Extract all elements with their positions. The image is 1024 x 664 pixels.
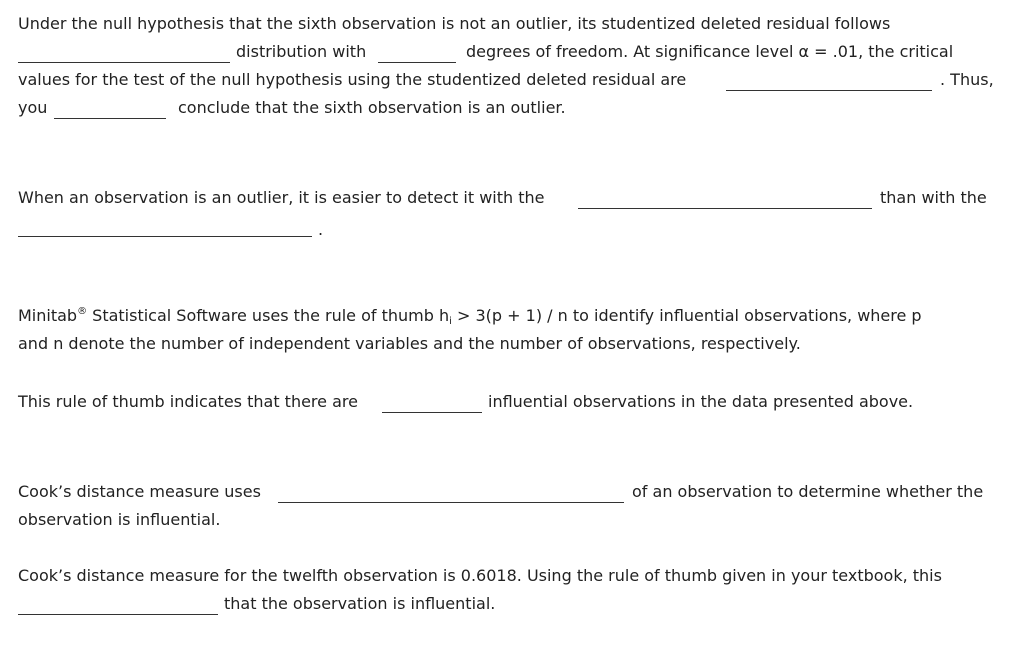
q1-distribution-with: distribution with xyxy=(236,42,367,61)
q6-line1: Cook’s distance measure for the twelfth observation is 0.6018. Using the rule of thumb given in your textbook, this xyxy=(18,566,942,585)
q5-line2: observation is influential. xyxy=(18,510,221,529)
q1-critical-values-blank[interactable] xyxy=(726,90,932,91)
q6-suffix: that the observation is influential. xyxy=(224,594,496,613)
alpha-symbol: α xyxy=(798,42,810,61)
q2-first-blank[interactable] xyxy=(578,208,872,209)
q4-prefix: This rule of thumb indicates that there are xyxy=(18,392,358,411)
q2-period: . xyxy=(318,220,324,239)
q4-count-blank[interactable] xyxy=(382,412,482,413)
q1-line1: Under the null hypothesis that the sixth observation is not an outlier, its studentized deleted residual follows xyxy=(18,14,891,33)
q1-degrees-text: degrees of freedom. At significance level α = .01, the critical xyxy=(466,42,954,61)
q2-second-blank[interactable] xyxy=(18,236,312,237)
q5-suffix: of an observation to determine whether the xyxy=(632,482,984,501)
q1-thus: . Thus, xyxy=(940,70,994,89)
q4-suffix: influential observations in the data presented above. xyxy=(488,392,914,411)
q1-conclude: conclude that the sixth observation is an outlier. xyxy=(178,98,566,117)
registered-mark: ® xyxy=(77,306,88,317)
q1-you: you xyxy=(18,98,48,117)
q1-distribution-blank[interactable] xyxy=(18,62,230,63)
q3-line2: and n denote the number of independent variables and the number of observations, respectively. xyxy=(18,334,801,353)
q1-conclusion-blank[interactable] xyxy=(54,118,166,119)
q2-text: When an observation is an outlier, it is easier to detect it with the xyxy=(18,188,545,207)
q2-than-with: than with the xyxy=(880,188,987,207)
q3-line1: Minitab® Statistical Software uses the rule of thumb $h_i > 3(p + 1) / n$ to identify influential observations, where p xyxy=(18,306,922,327)
q5-prefix: Cook’s distance measure uses xyxy=(18,482,261,501)
q1-df-blank[interactable] xyxy=(378,62,456,63)
q6-blank[interactable] xyxy=(18,614,218,615)
q1-line3: values for the test of the null hypothesis using the studentized deleted residual are xyxy=(18,70,687,89)
q5-blank[interactable] xyxy=(278,502,624,503)
